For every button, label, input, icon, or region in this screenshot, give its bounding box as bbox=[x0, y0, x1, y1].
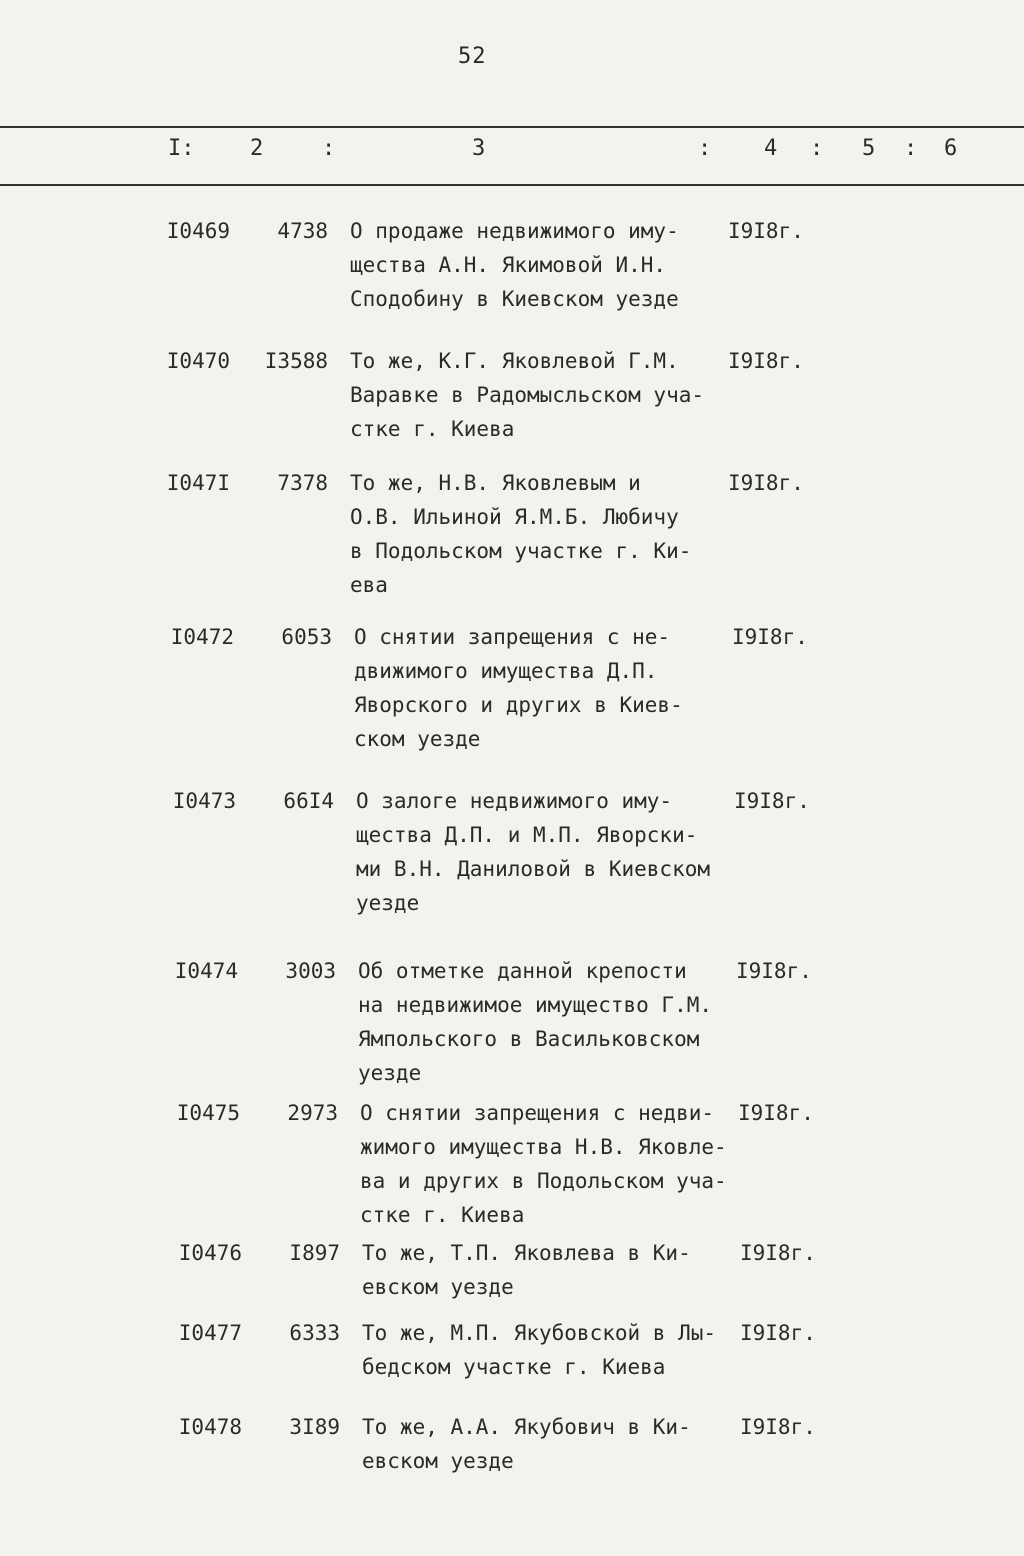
entry-code: I3588 bbox=[264, 349, 328, 373]
entry-description-line: движимого имущества Д.П. bbox=[354, 659, 658, 683]
entry-description-line: ми В.Н. Даниловой в Киевском bbox=[356, 857, 711, 881]
entry-description bbox=[354, 620, 754, 756]
entry-description-line: на недвижимое имущество Г.М. bbox=[358, 993, 713, 1017]
column-header-4: 4 bbox=[764, 136, 778, 161]
entry-year: I9I8г. bbox=[736, 959, 812, 983]
entry-description-line: щества Д.П. и М.П. Яворски- bbox=[356, 823, 698, 847]
entry-description-line: То же, Т.П. Яковлева в Ки- bbox=[362, 1241, 691, 1265]
entry-description-line: О снятии запрещения с не- bbox=[354, 625, 671, 649]
entry-number: I047I bbox=[166, 471, 230, 495]
entry-description bbox=[362, 1316, 762, 1384]
entry-code: 3I89 bbox=[289, 1415, 340, 1439]
entry-year: I9I8г. bbox=[728, 219, 804, 243]
entry-number: I0472 bbox=[170, 625, 234, 649]
column-header-1: I: bbox=[168, 136, 195, 161]
entry-year: I9I8г. bbox=[740, 1241, 816, 1265]
entry-description-line: Об отметке данной крепости bbox=[358, 959, 687, 983]
column-separator-5: : bbox=[904, 136, 918, 161]
entry-description-line: То же, Н.В. Яковлевым и bbox=[350, 471, 641, 495]
entry-description-line: О.В. Ильиной Я.М.Б. Любичу bbox=[350, 505, 679, 529]
entry-code: 7378 bbox=[277, 471, 328, 495]
entry-code: 3003 bbox=[285, 959, 336, 983]
entry-number: I0469 bbox=[166, 219, 230, 243]
column-separator-2: : bbox=[322, 136, 336, 161]
column-header-6: 6 bbox=[944, 136, 958, 161]
entry-number: I0476 bbox=[178, 1241, 242, 1265]
entry-description bbox=[358, 954, 758, 1090]
entry-code: 6053 bbox=[281, 625, 332, 649]
entry-description bbox=[360, 1096, 760, 1232]
column-separator-4: : bbox=[810, 136, 824, 161]
table-header-top-rule bbox=[0, 126, 1024, 128]
column-header-5: 5 bbox=[862, 136, 876, 161]
entry-description-line: То же, К.Г. Яковлевой Г.М. bbox=[350, 349, 679, 373]
entry-description-line: бедском участке г. Киева bbox=[362, 1355, 666, 1379]
entry-description-line: жимого имущества Н.В. Яковле- bbox=[360, 1135, 727, 1159]
entry-description-line: То же, М.П. Якубовской в Лы- bbox=[362, 1321, 717, 1345]
entry-description-line: ском уезде bbox=[354, 727, 481, 751]
page-number: 52 bbox=[458, 44, 487, 69]
entry-number: I0478 bbox=[178, 1415, 242, 1439]
entry-description-line: стке г. Киева bbox=[350, 417, 515, 441]
column-header-2: 2 bbox=[250, 136, 264, 161]
entry-description bbox=[350, 214, 750, 316]
entry-code: 4738 bbox=[277, 219, 328, 243]
entry-description-line: уезде bbox=[356, 891, 420, 915]
entry-number: I0475 bbox=[176, 1101, 240, 1125]
entry-description bbox=[356, 784, 756, 920]
entry-number: I0474 bbox=[174, 959, 238, 983]
entry-description bbox=[362, 1410, 762, 1478]
column-header-3: 3 bbox=[472, 136, 486, 161]
entry-description-line: евском уезде bbox=[362, 1449, 514, 1473]
entry-year: I9I8г. bbox=[728, 349, 804, 373]
entry-number: I0477 bbox=[178, 1321, 242, 1345]
entry-description bbox=[362, 1236, 762, 1304]
entry-description-line: Сподобину в Киевском уезде bbox=[350, 287, 679, 311]
entry-year: I9I8г. bbox=[734, 789, 810, 813]
entry-description-line: в Подольском участке г. Ки- bbox=[350, 539, 692, 563]
entry-year: I9I8г. bbox=[738, 1101, 814, 1125]
entry-code: I897 bbox=[289, 1241, 340, 1265]
entry-description-line: щества А.Н. Якимовой И.Н. bbox=[350, 253, 667, 277]
entry-description-line: Ямпольского в Васильковском bbox=[358, 1027, 700, 1051]
entry-description-line: ева bbox=[350, 573, 388, 597]
entry-number: I0473 bbox=[172, 789, 236, 813]
column-separator-3: : bbox=[698, 136, 712, 161]
entry-description bbox=[350, 466, 750, 602]
entry-description-line: уезде bbox=[358, 1061, 422, 1085]
entry-description-line: ва и других в Подольском уча- bbox=[360, 1169, 727, 1193]
entry-description-line: То же, А.А. Якубович в Ки- bbox=[362, 1415, 691, 1439]
entry-year: I9I8г. bbox=[740, 1321, 816, 1345]
entry-code: 6333 bbox=[289, 1321, 340, 1345]
entry-number: I0470 bbox=[166, 349, 230, 373]
entry-year: I9I8г. bbox=[732, 625, 808, 649]
entry-description-line: О залоге недвижимого иму- bbox=[356, 789, 673, 813]
entry-year: I9I8г. bbox=[728, 471, 804, 495]
entry-description-line: О снятии запрещения с недви- bbox=[360, 1101, 715, 1125]
entry-description-line: О продаже недвижимого иму- bbox=[350, 219, 679, 243]
entry-code: 66I4 bbox=[283, 789, 334, 813]
entry-description-line: стке г. Киева bbox=[360, 1203, 525, 1227]
entry-description-line: Варавке в Радомысльском уча- bbox=[350, 383, 705, 407]
table-header-bottom-rule bbox=[0, 184, 1024, 186]
entry-code: 2973 bbox=[287, 1101, 338, 1125]
entry-description-line: евском уезде bbox=[362, 1275, 514, 1299]
entry-year: I9I8г. bbox=[740, 1415, 816, 1439]
entry-description bbox=[350, 344, 750, 446]
entry-description-line: Яворского и других в Киев- bbox=[354, 693, 683, 717]
